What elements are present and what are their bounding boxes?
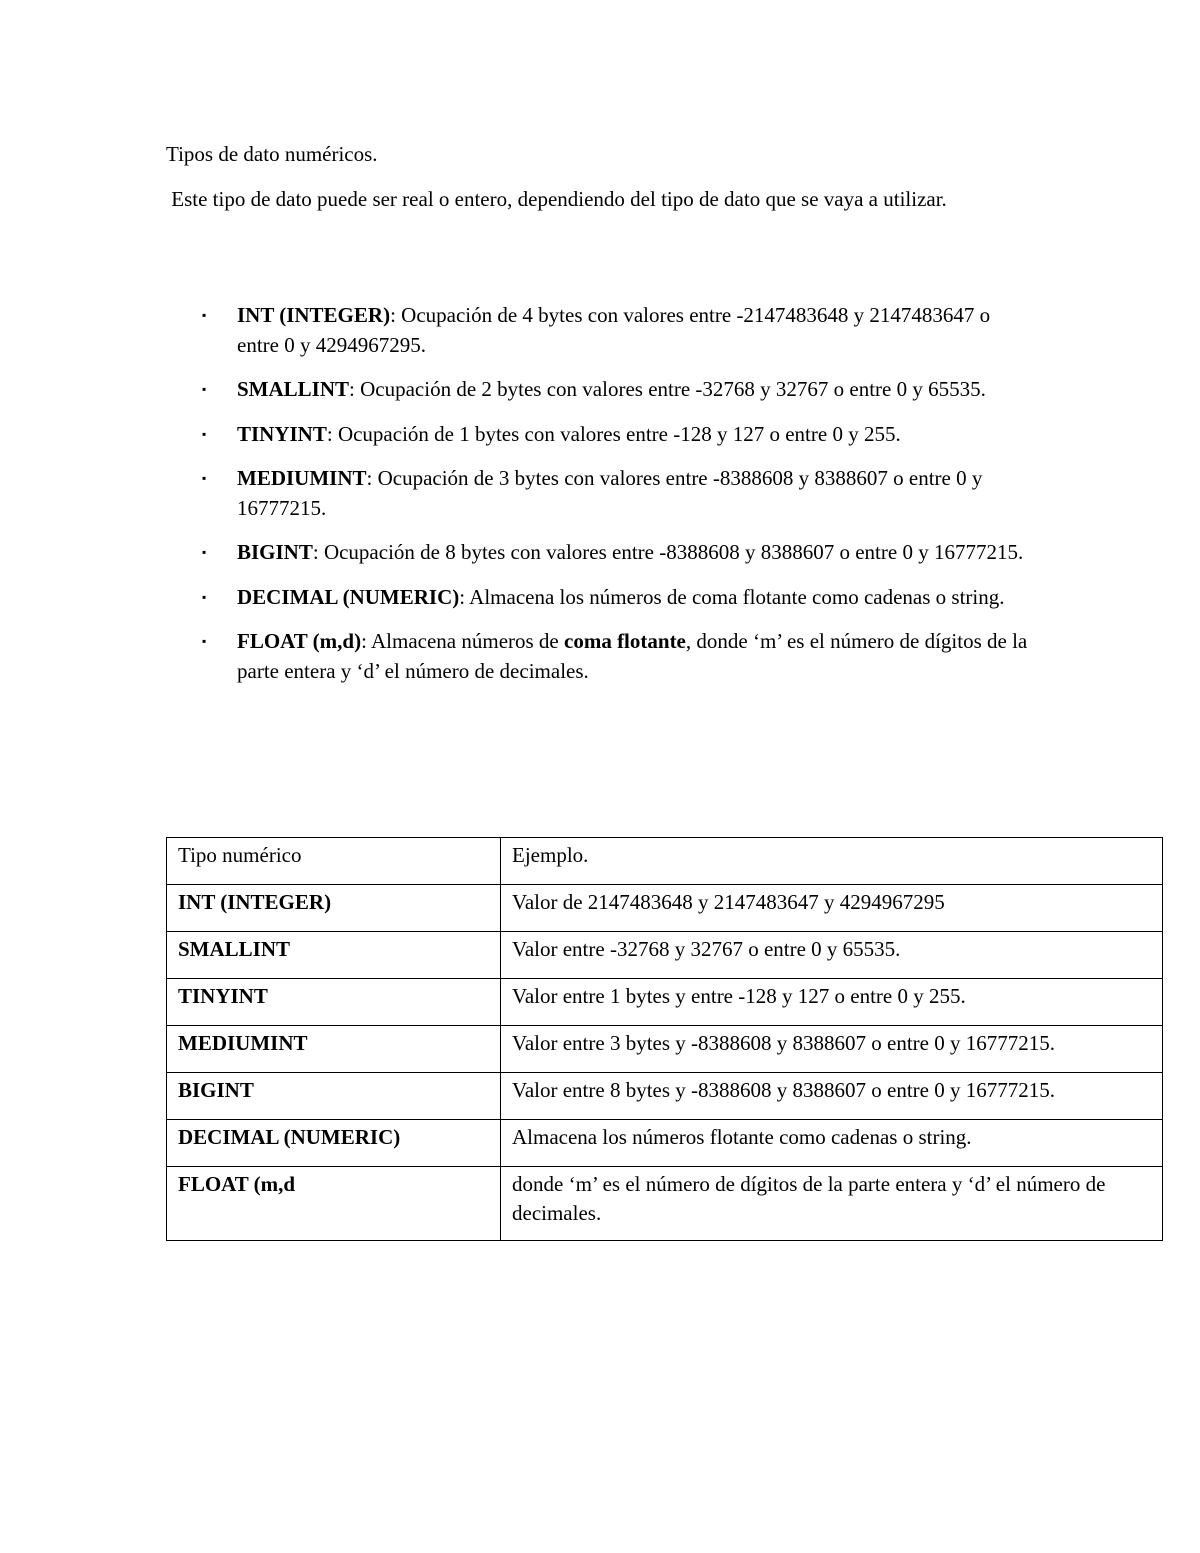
- type-cell: SMALLINT: [167, 932, 501, 979]
- bullet-term: TINYINT: [237, 421, 327, 446]
- table-row: [167, 1026, 1163, 1073]
- example-cell: Valor entre 8 bytes y -8388608 y 8388607 o entre 0 y 16777215.: [501, 1073, 1163, 1120]
- list-item: [0, 538, 1037, 568]
- table-row: [167, 1120, 1163, 1167]
- type-cell: DECIMAL (NUMERIC): [167, 1120, 501, 1167]
- bullet-icon: ▪: [202, 589, 207, 604]
- bullet-text: : Ocupación de 8 bytes con valores entre -8388608 y 8388607 o entre 0 y 16777215.: [312, 540, 1024, 564]
- bullet-icon: ▪: [202, 545, 207, 559]
- column-header-example: Ejemplo.: [501, 838, 1163, 885]
- table-row: [167, 885, 1163, 932]
- list-item: [0, 583, 1037, 613]
- bullet-text: : Almacena números de: [361, 629, 564, 653]
- data-type-bullet-list: [0, 301, 1037, 701]
- bullet-icon: ▪: [202, 471, 207, 485]
- bullet-text: : Almacena los números de coma flotante como cadenas o string.: [459, 584, 1005, 609]
- type-cell: FLOAT (m,d: [167, 1167, 501, 1241]
- table-row: [167, 932, 1163, 979]
- list-item: [0, 464, 1037, 523]
- page-heading: Tipos de dato numéricos.: [166, 142, 378, 166]
- bullet-icon: ▪: [202, 634, 207, 648]
- example-cell: Almacena los números flotante como cadenas o string.: [501, 1120, 1163, 1167]
- bullet-term: DECIMAL (NUMERIC): [237, 584, 460, 609]
- example-cell: Valor entre 3 bytes y -8388608 y 8388607 o entre 0 y 16777215.: [501, 1026, 1163, 1073]
- bullet-icon: ▪: [202, 382, 207, 396]
- table-row: [167, 1073, 1163, 1120]
- example-cell: donde ‘m’ es el número de dígitos de la parte entera y ‘d’ el número de decimales.: [501, 1167, 1163, 1241]
- list-item: [0, 627, 1037, 686]
- bullet-text: : Ocupación de 2 bytes con valores entre -32768 y 32767 o entre 0 y 65535.: [349, 377, 986, 401]
- table-row: [167, 1167, 1163, 1241]
- table-row: [167, 979, 1163, 1026]
- bullet-text: , donde ‘m’ es el número de dígitos de la parte entera y ‘d’ el número de decimales.: [237, 629, 1028, 683]
- example-cell: Valor entre 1 bytes y entre -128 y 127 o entre 0 y 255.: [501, 979, 1163, 1026]
- bullet-term: BIGINT: [237, 540, 313, 564]
- intro-paragraph: Este tipo de dato puede ser real o entero, dependiendo del tipo de dato que se vaya a utilizar.: [166, 187, 947, 211]
- bullet-icon: ▪: [202, 426, 207, 441]
- bullet-term: SMALLINT: [237, 377, 350, 401]
- example-cell: Valor de 2147483648 y 2147483647 y 4294967295: [501, 885, 1163, 932]
- bullet-icon: ▪: [202, 308, 207, 322]
- type-cell: INT (INTEGER): [167, 885, 501, 932]
- list-item: [0, 420, 1037, 450]
- type-cell: TINYINT: [167, 979, 501, 1026]
- numeric-types-table: [166, 837, 1163, 1241]
- type-cell: BIGINT: [167, 1073, 501, 1120]
- bullet-term-emphasis: coma flotante: [564, 629, 686, 653]
- bullet-term: INT (INTEGER): [237, 303, 391, 327]
- list-item: [0, 375, 1037, 405]
- example-cell: Valor entre -32768 y 32767 o entre 0 y 65535.: [501, 932, 1163, 979]
- table-header-row: [167, 838, 1163, 885]
- bullet-term: FLOAT (m,d): [237, 629, 362, 653]
- column-header-type: Tipo numérico: [167, 838, 501, 885]
- type-cell: MEDIUMINT: [167, 1026, 501, 1073]
- bullet-text: : Ocupación de 4 bytes con valores entre -2147483648 y 2147483647 o entre 0 y 4294967295.: [237, 303, 991, 357]
- bullet-term: MEDIUMINT: [237, 466, 367, 490]
- bullet-text: : Ocupación de 3 bytes con valores entre -8388608 y 8388607 o entre 0 y 16777215.: [237, 466, 983, 520]
- list-item: [0, 301, 1037, 360]
- bullet-text: : Ocupación de 1 bytes con valores entre -128 y 127 o entre 0 y 255.: [326, 421, 901, 446]
